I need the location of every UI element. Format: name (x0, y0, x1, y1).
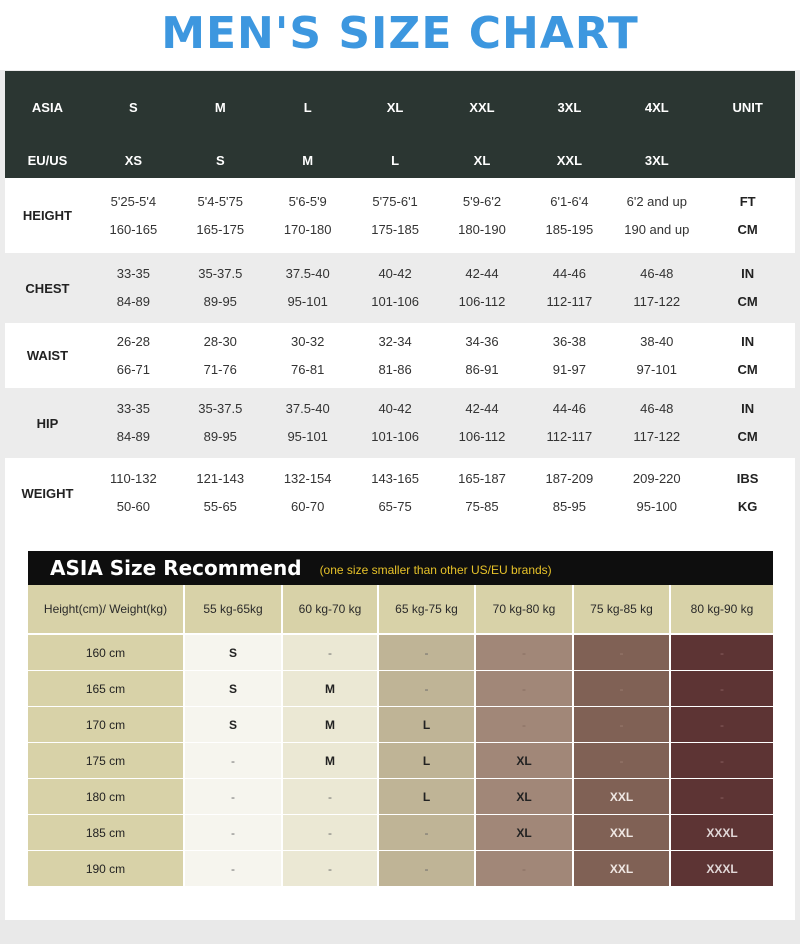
recommend-size-cell: - (185, 779, 283, 814)
value-cell: 165-187 75-85 (458, 471, 506, 514)
recommend-body (28, 635, 773, 887)
height-cell: 165 cm (28, 671, 185, 706)
recommend-row (28, 671, 773, 707)
recommend-size-cell: - (379, 851, 476, 886)
header-cell: XXL (556, 153, 583, 168)
asia-size-row (5, 71, 795, 134)
header-cell: 3XL (644, 153, 669, 168)
header-cell: M (214, 100, 226, 115)
value-cell: 5'75-6'1 175-185 (371, 193, 419, 237)
value-cell: 32-34 81-86 (378, 333, 412, 377)
recommend-size-cell: - (379, 815, 476, 850)
measure-row-chest (5, 253, 795, 323)
value-cell: 40-42 101-106 (371, 266, 419, 309)
recommend-size-cell: - (671, 779, 773, 814)
value-cell: 40-42 101-106 (371, 401, 419, 444)
value-cell: 46-48 117-122 (633, 266, 681, 309)
recommend-size-cell: XXL (574, 851, 671, 886)
header-cell: 80 kg-90 kg (671, 585, 773, 633)
recommend-size-cell: XXL (574, 815, 671, 850)
recommend-size-cell: XL (476, 743, 574, 778)
recommend-size-cell: - (671, 743, 773, 778)
height-cell: 190 cm (28, 851, 185, 886)
recommend-size-cell: - (476, 707, 574, 742)
value-cell: 5'9-6'2 180-190 (458, 193, 506, 237)
recommend-table (28, 585, 773, 887)
size-chart-header (5, 71, 795, 178)
recommend-size-cell: - (574, 707, 671, 742)
value-cell: 132-154 60-70 (283, 471, 332, 514)
header-cell: L (391, 153, 400, 168)
page-title: MEN'S SIZE CHART (0, 0, 800, 70)
header-cell: M (302, 153, 314, 168)
header-cell: 4XL (644, 100, 669, 115)
value-cell: 42-44 106-112 (458, 401, 506, 444)
recommend-header-row (28, 585, 773, 635)
value-cell: 37.5-40 95-101 (285, 401, 330, 444)
value-cell: 121-143 55-65 (196, 471, 245, 514)
unit-cell: IBS KG (736, 471, 759, 514)
header-cell: 3XL (557, 100, 582, 115)
measure-label: HEIGHT (22, 208, 73, 223)
value-cell: 33-35 84-89 (116, 266, 150, 309)
size-chart-table (5, 71, 795, 528)
header-cell: ASIA (31, 100, 63, 115)
header-cell: XL (473, 153, 491, 168)
height-cell: 160 cm (28, 635, 185, 670)
value-cell: 143-165 65-75 (371, 471, 419, 514)
measure-label: CHEST (25, 280, 70, 296)
value-cell: 6'2 and up 190 and up (624, 193, 690, 237)
recommend-size-cell: - (476, 635, 574, 670)
header-cell: 65 kg-75 kg (379, 585, 476, 633)
recommend-size-cell: XXXL (671, 851, 773, 886)
recommend-size-cell: M (283, 743, 379, 778)
measure-label: HIP (36, 415, 59, 431)
value-cell: 30-32 76-81 (291, 333, 325, 377)
recommend-title: ASIA Size Recommend (50, 556, 302, 580)
value-cell: 5'6-5'9 170-180 (283, 193, 332, 237)
header-cell: S (129, 100, 138, 115)
value-cell: 28-30 71-76 (203, 333, 237, 377)
unit-cell: IN CM (737, 401, 758, 444)
header-cell: S (215, 153, 225, 168)
value-cell: 187-209 85-95 (545, 471, 594, 514)
recommend-size-cell: - (379, 635, 476, 670)
height-cell: 180 cm (28, 779, 185, 814)
recommend-size-cell: - (283, 635, 379, 670)
height-cell: 175 cm (28, 743, 185, 778)
value-cell: 35-37.5 89-95 (198, 401, 243, 444)
header-cell: EU/US (27, 153, 68, 168)
recommend-title-bar (28, 551, 773, 585)
value-cell: 5'25-5'4 160-165 (109, 193, 158, 237)
value-cell: 26-28 66-71 (116, 333, 150, 377)
header-cell: XXL (469, 100, 495, 115)
recommend-row (28, 815, 773, 851)
height-cell: 170 cm (28, 707, 185, 742)
value-cell: 44-46 112-117 (546, 266, 593, 309)
unit-cell: FT CM (737, 193, 758, 237)
measure-row-height (5, 178, 795, 253)
header-cell: XL (386, 100, 404, 115)
measure-label: WEIGHT (21, 485, 74, 501)
header-cell: UNIT (732, 100, 763, 115)
recommend-row (28, 743, 773, 779)
value-cell: 110-132 50-60 (110, 471, 157, 514)
recommend-size-cell: XL (476, 815, 574, 850)
recommend-size-cell: - (476, 671, 574, 706)
recommend-size-cell: - (671, 635, 773, 670)
recommend-size-cell: - (574, 635, 671, 670)
value-cell: 33-35 84-89 (116, 401, 150, 444)
value-cell: 36-38 91-97 (552, 333, 586, 377)
recommend-row (28, 707, 773, 743)
header-cell: 75 kg-85 kg (574, 585, 671, 633)
measure-label: WAIST (26, 348, 69, 363)
header-cell: 70 kg-80 kg (476, 585, 574, 633)
header-cell: L (303, 100, 312, 115)
recommend-size-cell: L (379, 779, 476, 814)
height-cell: 185 cm (28, 815, 185, 850)
value-cell: 44-46 112-117 (546, 401, 593, 444)
recommend-size-cell: S (185, 635, 283, 670)
recommend-size-cell: - (185, 851, 283, 886)
recommend-size-cell: L (379, 743, 476, 778)
value-cell: 42-44 106-112 (458, 266, 506, 309)
recommend-size-cell: - (185, 815, 283, 850)
header-cell: XS (124, 153, 143, 168)
value-cell: 34-36 86-91 (465, 333, 499, 377)
header-cell: Height(cm)/ Weight(kg) (28, 585, 185, 633)
recommend-size-cell: L (379, 707, 476, 742)
value-cell: 37.5-40 95-101 (285, 266, 330, 309)
recommend-size-cell: - (283, 851, 379, 886)
header-cell: 60 kg-70 kg (283, 585, 379, 633)
recommend-size-cell: - (671, 671, 773, 706)
header-cell: 55 kg-65kg (185, 585, 283, 633)
recommend-size-cell: XXXL (671, 815, 773, 850)
recommend-row (28, 779, 773, 815)
measure-row-weight (5, 458, 795, 528)
measure-row-hip (5, 388, 795, 458)
recommend-size-cell: - (671, 707, 773, 742)
recommend-subtitle: (one size smaller than other US/EU brands) (319, 562, 552, 577)
recommend-size-cell: - (185, 743, 283, 778)
recommend-size-cell: S (185, 671, 283, 706)
recommend-size-cell: - (379, 671, 476, 706)
value-cell: 46-48 117-122 (633, 401, 681, 444)
recommend-size-cell: - (574, 671, 671, 706)
recommend-size-cell: - (574, 743, 671, 778)
recommend-size-cell: XXL (574, 779, 671, 814)
unit-cell: IN CM (737, 333, 758, 377)
recommend-size-cell: - (283, 815, 379, 850)
value-cell: 6'1-6'4 185-195 (545, 193, 594, 237)
recommend-size-cell: - (283, 779, 379, 814)
value-cell: 209-220 95-100 (632, 471, 681, 514)
recommend-row (28, 635, 773, 671)
recommend-size-cell: M (283, 671, 379, 706)
recommend-row (28, 851, 773, 887)
value-cell: 38-40 97-101 (636, 333, 678, 377)
recommend-size-cell: S (185, 707, 283, 742)
recommend-size-cell: M (283, 707, 379, 742)
recommend-size-cell: - (476, 851, 574, 886)
footer-strip (0, 920, 800, 944)
recommend-size-cell: XL (476, 779, 574, 814)
unit-cell: IN CM (737, 266, 758, 309)
measure-row-waist (5, 323, 795, 388)
size-recommend-panel (5, 528, 795, 920)
value-cell: 5'4-5'75 165-175 (196, 193, 245, 237)
value-cell: 35-37.5 89-95 (198, 266, 243, 309)
